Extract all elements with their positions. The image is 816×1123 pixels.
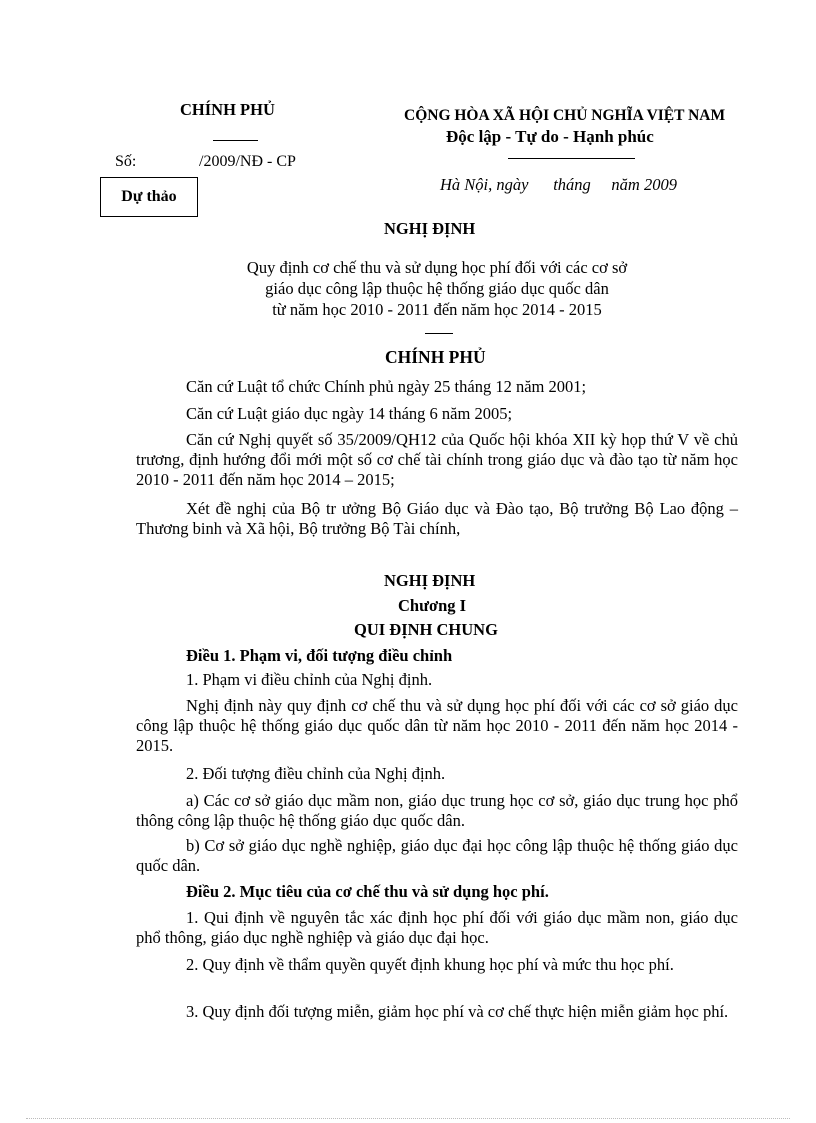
subject-line-3: từ năm học 2010 - 2011 đến năm học 2014 - 2015: [272, 300, 602, 319]
preamble-text: Xét đề nghị của Bộ tr ưởng Bộ Giáo dục và Đào tạo, Bộ trưởng Bộ Lao động – Thương binh và Xã hội, Bộ trưởng Bộ Tài chính,: [136, 499, 738, 538]
article-2-item: [136, 955, 738, 975]
doc-number-value: /2009/NĐ - CP: [199, 153, 296, 170]
subject-line-2: giáo dục công lập thuộc hệ thống giáo dục quốc dân: [265, 279, 609, 298]
article-title-text: Điều 2. Mục tiêu của cơ chế thu và sử dụng học phí.: [186, 882, 549, 901]
article-2-title: [136, 882, 738, 902]
article-item-text: b) Cơ sở giáo dục nghề nghiệp, giáo dục đại học công lập thuộc hệ thống giáo dục quốc dân.: [136, 836, 738, 875]
article-1-item: [136, 696, 738, 756]
article-item-text: Nghị định này quy định cơ chế thu và sử dụng học phí đối với các cơ sở giáo dục công lập thuộc hệ thống giáo dục quốc dân từ năm học 2010 - 2011 đến năm học 2014 - 2015.: [136, 696, 738, 755]
preamble-item: [136, 404, 738, 424]
preamble-text: Căn cứ Luật giáo dục ngày 14 tháng 6 năm 2005;: [186, 404, 513, 423]
issuer-title: CHÍNH PHỦ: [385, 347, 486, 367]
draft-badge: Dự thảo: [100, 177, 198, 217]
national-motto: Độc lập - Tự do - Hạnh phúc: [446, 127, 654, 146]
subject-underline: [425, 333, 453, 334]
article-2-item: [136, 1002, 738, 1022]
preamble-text: Căn cứ Nghị quyết số 35/2009/QH12 của Quốc hội khóa XII kỳ họp thứ V về chủ trương, định hướng đổi mới một số cơ chế tài chính trong giáo dục và đào tạo từ năm học 2010 - 2011 đến năm học 2014 – 2015;: [136, 430, 738, 489]
article-1-item: [136, 791, 738, 831]
article-1-item: [136, 836, 738, 876]
chapter-title: QUI ĐỊNH CHUNG: [354, 620, 498, 639]
article-item-text: 2. Quy định về thẩm quyền quyết định khung học phí và mức thu học phí.: [186, 955, 674, 974]
article-1-item: [136, 764, 738, 784]
doc-number-label: Số:: [115, 153, 137, 170]
article-2-item: [136, 908, 738, 948]
article-item-text: 1. Qui định về nguyên tắc xác định học phí đối với giáo dục mầm non, giáo dục phổ thông, giáo dục nghề nghiệp và giáo dục đại học.: [136, 908, 738, 947]
doc-type-title: NGHỊ ĐỊNH: [384, 219, 476, 238]
chapter-heading: Chương I: [398, 596, 467, 615]
article-item-text: a) Các cơ sở giáo dục mầm non, giáo dục trung học cơ sở, giáo dục trung học phổ thông công lập thuộc hệ thống giáo dục quốc dân.: [136, 791, 738, 830]
preamble-item: [136, 377, 738, 397]
decree-heading: NGHỊ ĐỊNH: [384, 571, 476, 590]
article-item-text: 2. Đối tượng điều chỉnh của Nghị định.: [186, 764, 446, 783]
article-item-text: 1. Phạm vi điều chỉnh của Nghị định.: [186, 670, 433, 689]
motto-underline: [508, 158, 635, 159]
republic-name: CỘNG HÒA XÃ HỘI CHỦ NGHĨA VIỆT NAM: [404, 107, 726, 124]
subject-line-1: Quy định cơ chế thu và sử dụng học phí đối với các cơ sở: [246, 258, 628, 277]
agency-name: CHÍNH PHỦ: [180, 100, 275, 119]
preamble-item: [136, 499, 738, 539]
page-bottom-border: [26, 1118, 790, 1119]
article-1-item: [136, 670, 738, 690]
preamble-item: [136, 430, 738, 490]
agency-underline: [213, 140, 258, 141]
article-title-text: Điều 1. Phạm vi, đối tượng điều chỉnh: [186, 646, 453, 665]
article-1-title: [136, 646, 738, 666]
preamble-text: Căn cứ Luật tổ chức Chính phủ ngày 25 tháng 12 năm 2001;: [186, 377, 587, 396]
article-item-text: 3. Quy định đối tượng miễn, giảm học phí và cơ chế thực hiện miễn giảm học phí.: [186, 1002, 729, 1021]
place-date: Hà Nội, ngày tháng năm 2009: [440, 175, 677, 194]
